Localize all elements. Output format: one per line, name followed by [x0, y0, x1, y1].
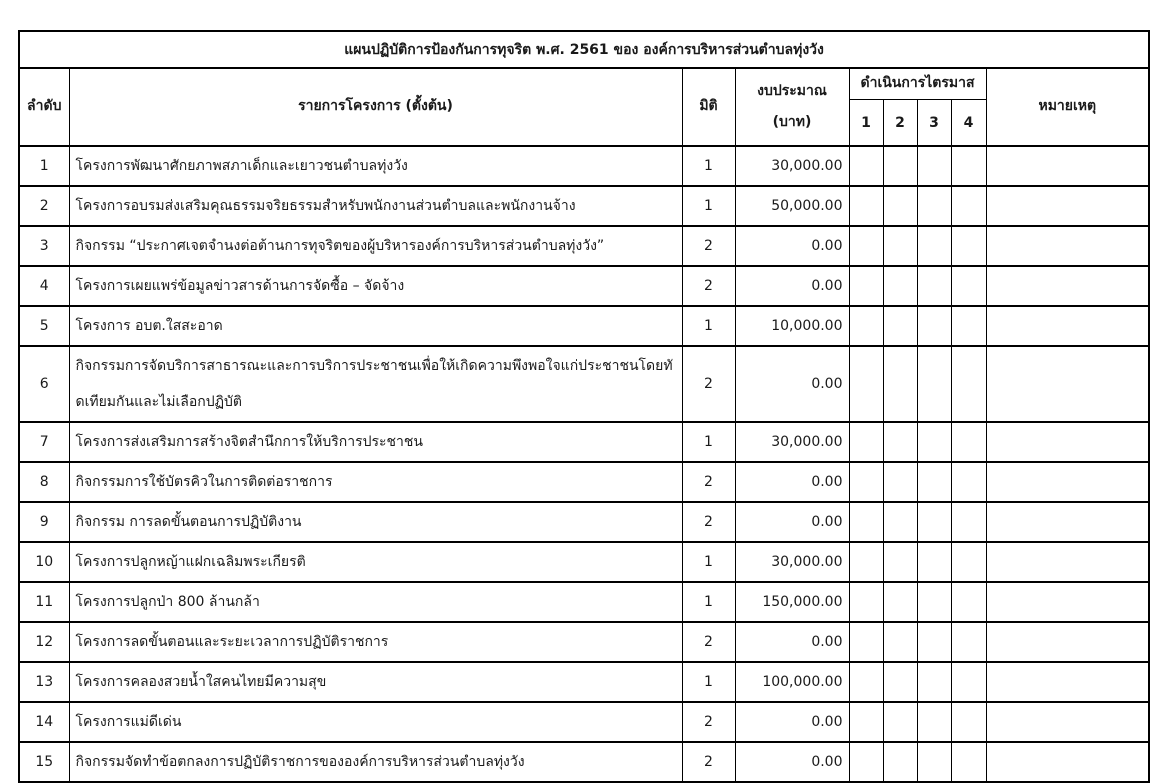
table-row	[19, 582, 1149, 622]
cell-project: โครงการปลูกป่า 800 ล้านกล้า	[69, 582, 682, 622]
cell-remarks	[986, 306, 1149, 346]
cell-dimension: 1	[682, 542, 735, 582]
cell-quarter-4	[951, 146, 986, 186]
cell-quarter-2	[883, 622, 917, 662]
cell-quarter-2	[883, 422, 917, 462]
cell-quarter-4	[951, 622, 986, 662]
cell-no: 10	[19, 542, 69, 582]
cell-quarter-2	[883, 662, 917, 702]
cell-quarter-1	[849, 622, 883, 662]
cell-project: โครงการลดขั้นตอนและระยะเวลาการปฏิบัติราชการ	[69, 622, 682, 662]
cell-no: 15	[19, 742, 69, 782]
cell-dimension: 2	[682, 502, 735, 542]
cell-quarter-1	[849, 186, 883, 226]
cell-quarter-3	[917, 502, 951, 542]
cell-quarter-4	[951, 462, 986, 502]
table-row	[19, 186, 1149, 226]
cell-quarter-2	[883, 346, 917, 422]
cell-dimension: 1	[682, 422, 735, 462]
cell-quarter-3	[917, 146, 951, 186]
cell-no: 14	[19, 702, 69, 742]
cell-project: โครงการพัฒนาศักยภาพสภาเด็กและเยาวชนตำบลทุ่งวัง	[69, 146, 682, 186]
cell-no: 11	[19, 582, 69, 622]
cell-remarks	[986, 622, 1149, 662]
cell-project: โครงการแม่ดีเด่น	[69, 702, 682, 742]
cell-quarter-2	[883, 306, 917, 346]
cell-quarter-4	[951, 306, 986, 346]
cell-budget: 0.00	[735, 266, 849, 306]
cell-quarter-4	[951, 186, 986, 226]
cell-project: กิจกรรมการใช้บัตรคิวในการติดต่อราชการ	[69, 462, 682, 502]
col-header-budget-line1: งบประมาณ	[757, 83, 827, 99]
cell-dimension: 2	[682, 346, 735, 422]
table-row	[19, 346, 1149, 422]
col-header-no: ลำดับ	[19, 68, 69, 146]
cell-budget: 30,000.00	[735, 146, 849, 186]
table-row	[19, 226, 1149, 266]
col-header-budget-line2: (บาท)	[772, 113, 812, 130]
action-plan-table	[18, 30, 1150, 783]
cell-no: 3	[19, 226, 69, 266]
cell-quarter-2	[883, 462, 917, 502]
cell-quarter-3	[917, 186, 951, 226]
table-row	[19, 502, 1149, 542]
cell-budget: 0.00	[735, 742, 849, 782]
cell-quarter-1	[849, 266, 883, 306]
cell-no: 5	[19, 306, 69, 346]
table-row	[19, 422, 1149, 462]
cell-budget: 0.00	[735, 346, 849, 422]
cell-quarter-1	[849, 462, 883, 502]
cell-quarter-2	[883, 186, 917, 226]
cell-quarter-4	[951, 542, 986, 582]
cell-remarks	[986, 542, 1149, 582]
cell-quarter-2	[883, 582, 917, 622]
cell-quarter-1	[849, 582, 883, 622]
col-header-quarter-4: 4	[951, 100, 986, 146]
cell-quarter-4	[951, 502, 986, 542]
cell-dimension: 1	[682, 662, 735, 702]
cell-quarter-3	[917, 306, 951, 346]
cell-budget: 0.00	[735, 462, 849, 502]
cell-project: โครงการเผยแพร่ข้อมูลข่าวสารด้านการจัดซื้อ – จัดจ้าง	[69, 266, 682, 306]
cell-no: 1	[19, 146, 69, 186]
cell-remarks	[986, 702, 1149, 742]
cell-no: 4	[19, 266, 69, 306]
cell-quarter-3	[917, 622, 951, 662]
cell-budget: 10,000.00	[735, 306, 849, 346]
cell-budget: 50,000.00	[735, 186, 849, 226]
cell-quarter-1	[849, 226, 883, 266]
cell-budget: 100,000.00	[735, 662, 849, 702]
cell-quarter-2	[883, 226, 917, 266]
cell-quarter-1	[849, 542, 883, 582]
cell-remarks	[986, 582, 1149, 622]
cell-quarter-2	[883, 702, 917, 742]
cell-remarks	[986, 226, 1149, 266]
cell-dimension: 2	[682, 742, 735, 782]
cell-quarter-4	[951, 226, 986, 266]
table-row	[19, 146, 1149, 186]
cell-remarks	[986, 742, 1149, 782]
cell-quarter-3	[917, 582, 951, 622]
cell-no: 13	[19, 662, 69, 702]
col-header-remarks: หมายเหตุ	[986, 68, 1149, 146]
cell-quarter-1	[849, 306, 883, 346]
cell-project: กิจกรรมการจัดบริการสาธารณะและการบริการประชาชนเพื่อให้เกิดความพึงพอใจแก่ประชาชนโดยทัดเทียมกันและไม่เลือกปฏิบัติ	[69, 346, 682, 422]
cell-remarks	[986, 662, 1149, 702]
cell-budget: 30,000.00	[735, 542, 849, 582]
col-header-project: รายการโครงการ (ตั้งต้น)	[69, 68, 682, 146]
cell-quarter-3	[917, 662, 951, 702]
cell-project: โครงการอบรมส่งเสริมคุณธรรมจริยธรรมสำหรับพนักงานส่วนตำบลและพนักงานจ้าง	[69, 186, 682, 226]
cell-quarter-3	[917, 266, 951, 306]
cell-project: กิจกรรมจัดทำข้อตกลงการปฏิบัติราชการขององค์การบริหารส่วนตำบลทุ่งวัง	[69, 742, 682, 782]
table-row	[19, 462, 1149, 502]
cell-quarter-3	[917, 742, 951, 782]
cell-remarks	[986, 146, 1149, 186]
cell-dimension: 1	[682, 582, 735, 622]
cell-budget: 150,000.00	[735, 582, 849, 622]
table-row	[19, 622, 1149, 662]
table-row	[19, 662, 1149, 702]
cell-project: โครงการคลองสวยน้ำใสคนไทยมีความสุข	[69, 662, 682, 702]
cell-no: 9	[19, 502, 69, 542]
cell-project: กิจกรรม การลดขั้นตอนการปฏิบัติงาน	[69, 502, 682, 542]
cell-budget: 0.00	[735, 226, 849, 266]
col-header-dimension: มิติ	[682, 68, 735, 146]
cell-no: 8	[19, 462, 69, 502]
cell-quarter-3	[917, 462, 951, 502]
cell-dimension: 2	[682, 622, 735, 662]
cell-quarter-4	[951, 702, 986, 742]
cell-no: 2	[19, 186, 69, 226]
cell-budget: 30,000.00	[735, 422, 849, 462]
cell-quarter-2	[883, 502, 917, 542]
cell-quarter-3	[917, 346, 951, 422]
cell-quarter-1	[849, 346, 883, 422]
cell-remarks	[986, 422, 1149, 462]
cell-no: 12	[19, 622, 69, 662]
document-title: แผนปฏิบัติการป้องกันการทุจริต พ.ศ. 2561 ของ องค์การบริหารส่วนตำบลทุ่งวัง	[19, 31, 1149, 68]
cell-quarter-1	[849, 742, 883, 782]
col-header-quarter-2: 2	[883, 100, 917, 146]
cell-quarter-4	[951, 346, 986, 422]
cell-dimension: 1	[682, 146, 735, 186]
cell-project: โครงการส่งเสริมการสร้างจิตสำนึกการให้บริการประชาชน	[69, 422, 682, 462]
cell-dimension: 2	[682, 266, 735, 306]
cell-budget: 0.00	[735, 622, 849, 662]
cell-remarks	[986, 462, 1149, 502]
table-row	[19, 542, 1149, 582]
cell-no: 7	[19, 422, 69, 462]
cell-dimension: 2	[682, 702, 735, 742]
cell-project: โครงการ อบต.ใสสะอาด	[69, 306, 682, 346]
col-header-quarter-1: 1	[849, 100, 883, 146]
cell-quarter-1	[849, 662, 883, 702]
cell-quarter-4	[951, 742, 986, 782]
cell-quarter-3	[917, 542, 951, 582]
table-row	[19, 266, 1149, 306]
cell-quarter-3	[917, 226, 951, 266]
cell-dimension: 2	[682, 226, 735, 266]
cell-quarter-1	[849, 422, 883, 462]
col-header-quarter-3: 3	[917, 100, 951, 146]
table-row	[19, 702, 1149, 742]
cell-budget: 0.00	[735, 702, 849, 742]
table-row	[19, 306, 1149, 346]
cell-quarter-4	[951, 582, 986, 622]
cell-dimension: 2	[682, 462, 735, 502]
table-row	[19, 742, 1149, 782]
cell-quarter-2	[883, 542, 917, 582]
cell-dimension: 1	[682, 306, 735, 346]
cell-no: 6	[19, 346, 69, 422]
title-row	[19, 31, 1149, 68]
cell-remarks	[986, 502, 1149, 542]
cell-quarter-1	[849, 146, 883, 186]
col-header-budget	[735, 68, 849, 146]
cell-quarter-3	[917, 422, 951, 462]
header-row-1	[19, 68, 1149, 100]
col-header-quarters-group: ดำเนินการไตรมาส	[849, 68, 986, 100]
cell-quarter-4	[951, 266, 986, 306]
cell-quarter-4	[951, 422, 986, 462]
cell-quarter-2	[883, 266, 917, 306]
cell-remarks	[986, 266, 1149, 306]
cell-quarter-2	[883, 742, 917, 782]
cell-dimension: 1	[682, 186, 735, 226]
cell-quarter-1	[849, 702, 883, 742]
cell-quarter-3	[917, 702, 951, 742]
cell-quarter-2	[883, 146, 917, 186]
cell-budget: 0.00	[735, 502, 849, 542]
cell-quarter-1	[849, 502, 883, 542]
cell-project: กิจกรรม “ประกาศเจตจำนงต่อต้านการทุจริตของผู้บริหารองค์การบริหารส่วนตำบลทุ่งวัง”	[69, 226, 682, 266]
cell-remarks	[986, 346, 1149, 422]
cell-quarter-4	[951, 662, 986, 702]
cell-project: โครงการปลูกหญ้าแฝกเฉลิมพระเกียรติ	[69, 542, 682, 582]
cell-remarks	[986, 186, 1149, 226]
